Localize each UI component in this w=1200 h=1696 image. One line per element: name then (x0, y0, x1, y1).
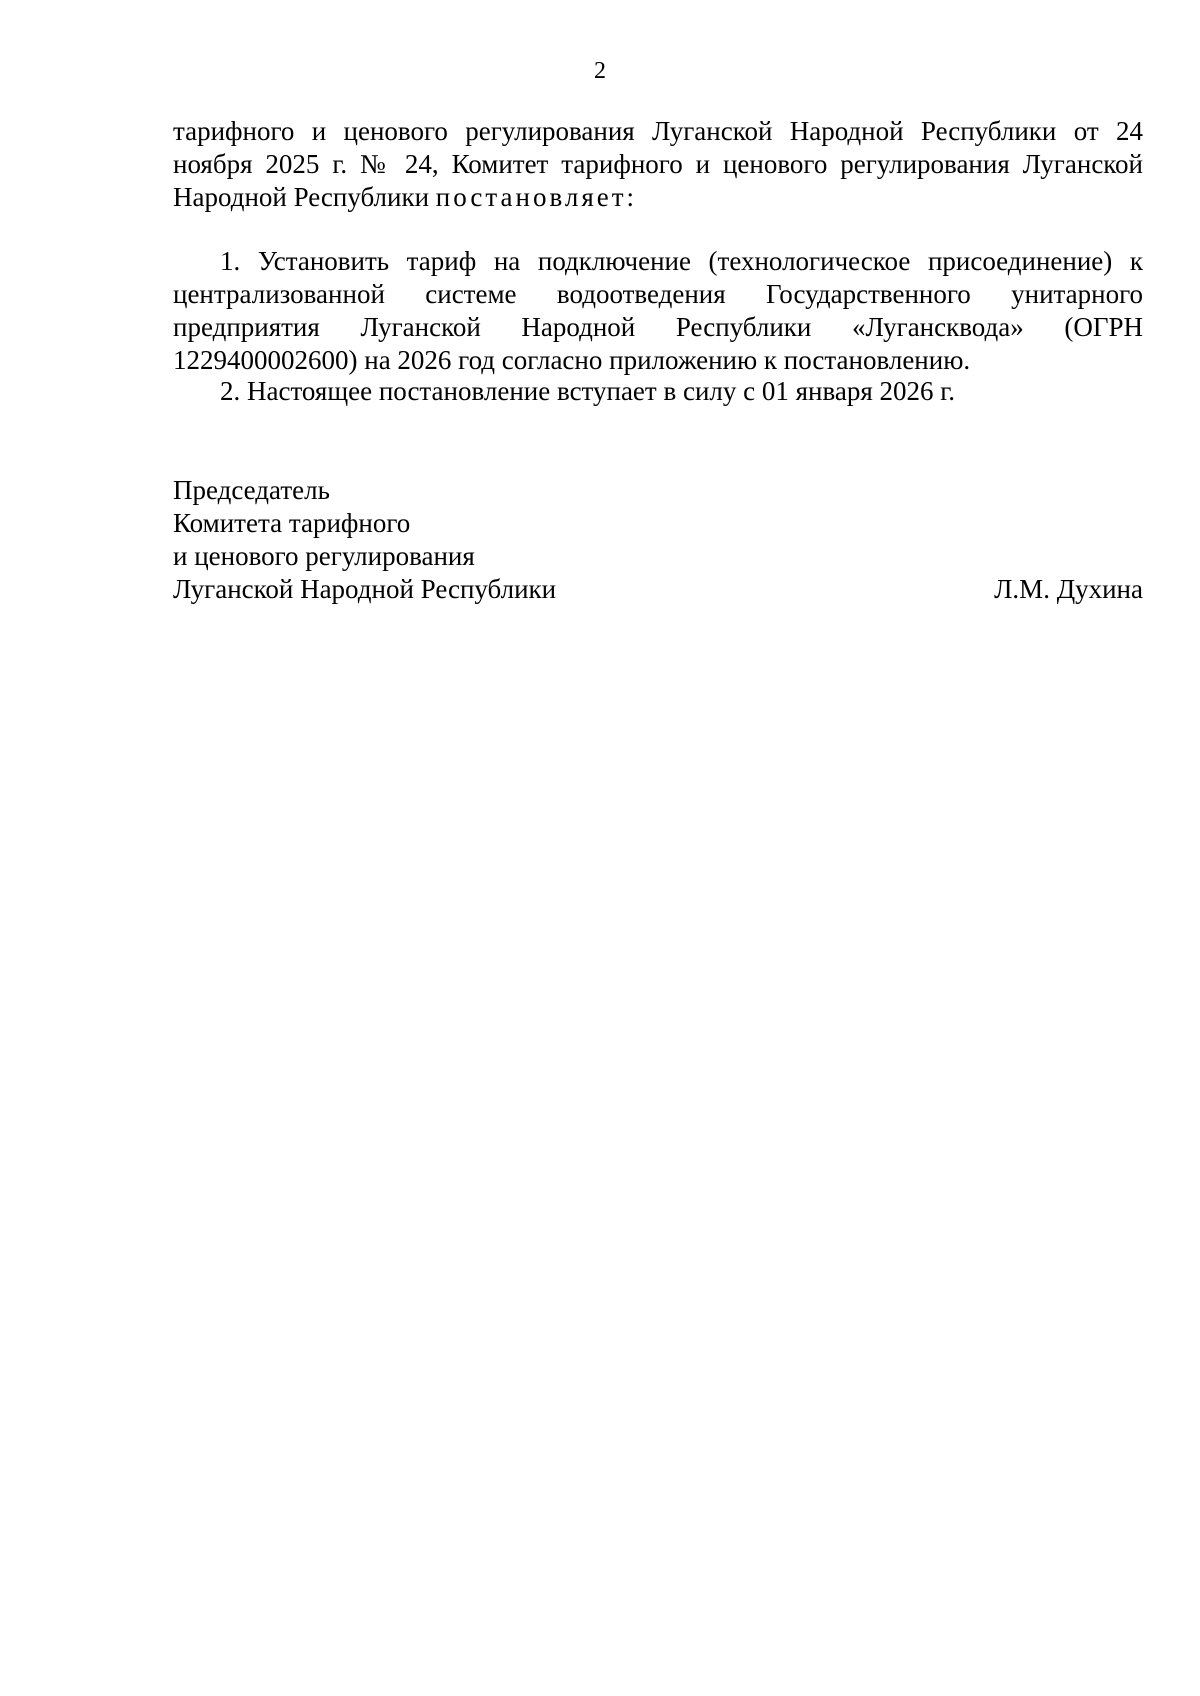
intro-text: тарифного и ценового регулирования Луганской Народной Республики от 24 ноября 2025 г. № 24, Комитет тарифного и ценового регулирования Луганской Народной Республики (173, 116, 1143, 212)
signatory-final-row (173, 573, 1143, 606)
signatory-title-line-2: Комитета тарифного (173, 508, 411, 538)
signatory-title-line-1: Председатель (173, 475, 330, 505)
resolution-keyword: постановляет: (435, 182, 638, 212)
clause-1: 1. Установить тариф на подключение (технологическое присоединение) к централизованной системе водоотведения Государственного унитарного предприятия Луганской Народной Республики «Лугансквода» (ОГРН 1229400002600) на 2026 год согласно приложению к постановлению. (173, 246, 1143, 375)
clause-2: 2. Настоящее постановление вступает в силу с 01 января 2026 г. (220, 376, 956, 406)
signatory-title-line-4: Луганской Народной Республики (173, 574, 557, 604)
signatory-name: Л.М. Духина (994, 574, 1143, 604)
signatory-title-line-3: и ценового регулирования (173, 541, 475, 571)
page-number: 2 (594, 58, 606, 84)
intro-paragraph (173, 115, 1143, 214)
signature-block (173, 474, 1143, 606)
